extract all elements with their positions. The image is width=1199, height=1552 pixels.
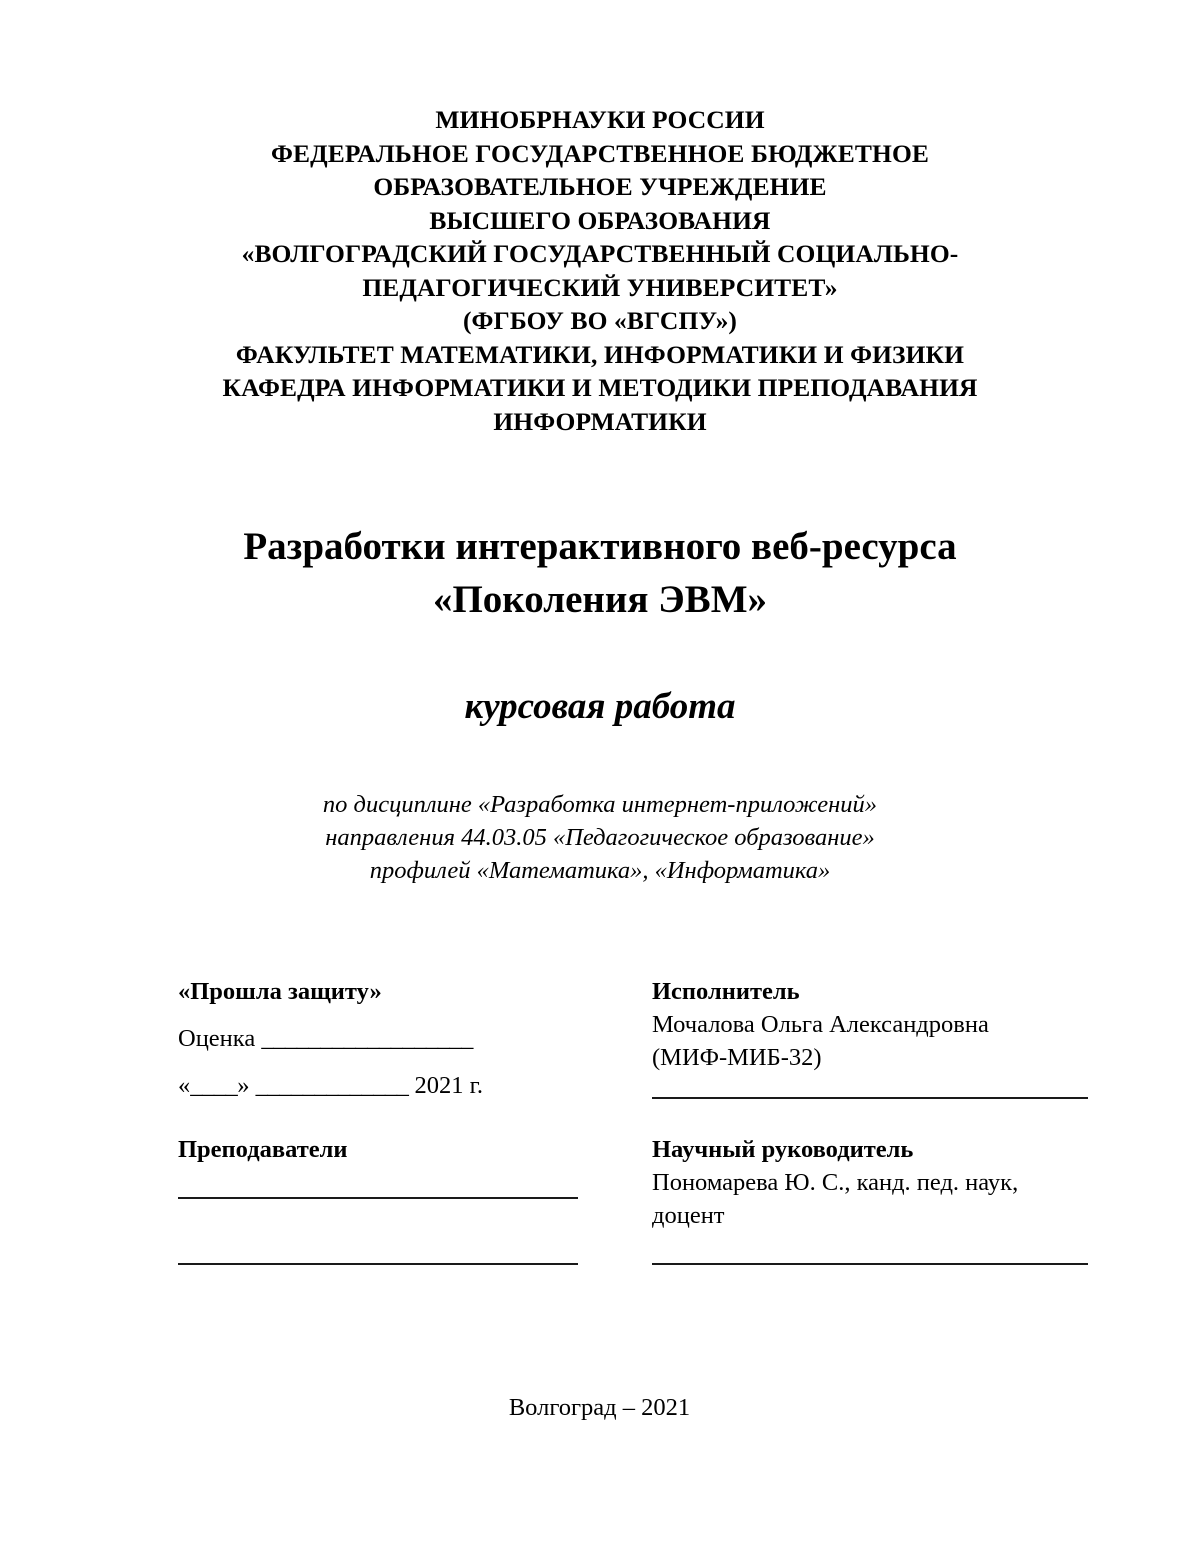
- discipline-line: по дисциплине «Разработка интернет-приложений»: [322, 791, 878, 818]
- org-header-line: (ФГБОУ ВО «ВГСПУ»): [462, 306, 738, 335]
- work-title-line-1: Разработки интерактивного веб-ресурса: [243, 525, 957, 568]
- discipline-line: направления 44.03.05 «Педагогическое образование»: [325, 824, 875, 851]
- defense-date-row: [178, 1069, 598, 1102]
- org-header-line: МИНОБРНАУКИ РОССИИ: [435, 105, 765, 134]
- executor-signature-line[interactable]: [652, 1097, 1088, 1099]
- grade-row: [178, 1022, 598, 1055]
- org-header-line: КАФЕДРА ИНФОРМАТИКИ И МЕТОДИКИ ПРЕПОДАВАНИЯ: [222, 373, 978, 402]
- date-quote-open: «: [178, 1072, 191, 1099]
- supervisor-signature-line[interactable]: [652, 1263, 1088, 1265]
- organization-header: [178, 103, 1022, 438]
- org-header-line: ФЕДЕРАЛЬНОЕ ГОСУДАРСТВЕННОЕ БЮДЖЕТНОЕ: [270, 138, 930, 168]
- org-header-line: «ВОЛГОГРАДСКИЙ ГОСУДАРСТВЕННЫЙ СОЦИАЛЬНО-: [241, 239, 959, 268]
- grade-blank[interactable]: __________________: [261, 1025, 473, 1052]
- executor-group: (МИФ-МИБ-32): [652, 1044, 822, 1071]
- defense-year: 2021 г.: [414, 1072, 484, 1099]
- discipline-block: [200, 788, 1000, 887]
- org-header-line: ОБРАЗОВАТЕЛЬНОЕ УЧРЕЖДЕНИЕ: [373, 172, 827, 201]
- org-header-line: ПЕДАГОГИЧЕСКИЙ УНИВЕРСИТЕТ»: [362, 272, 838, 302]
- work-title-line-2: «Поколения ЭВМ»: [432, 578, 768, 621]
- org-header-line: ФАКУЛЬТЕТ МАТЕМАТИКИ, ИНФОРМАТИКИ И ФИЗИКИ: [235, 339, 965, 369]
- work-title: [120, 520, 1080, 626]
- signature-area: [0, 975, 1199, 1305]
- org-header-line: ИНФОРМАТИКИ: [493, 406, 707, 436]
- grade-label: Оценка: [178, 1025, 256, 1052]
- teacher-signature-line-2[interactable]: [178, 1263, 578, 1265]
- teacher-signature-line-1[interactable]: [178, 1197, 578, 1199]
- executor-column: [652, 975, 1092, 1074]
- supervisor-name: Пономарева Ю. С., канд. пед. наук,: [652, 1169, 1019, 1196]
- supervisor-position: доцент: [652, 1202, 725, 1229]
- teachers-heading: Преподаватели: [178, 1136, 348, 1163]
- work-type: курсовая работа: [464, 686, 736, 727]
- discipline-line: профилей «Математика», «Информатика»: [369, 857, 831, 884]
- date-quote-close: »: [237, 1072, 250, 1099]
- supervisor-heading: Научный руководитель: [652, 1136, 914, 1163]
- executor-heading: Исполнитель: [652, 978, 800, 1005]
- supervisor-column: [652, 1133, 1092, 1232]
- date-day-blank[interactable]: ____: [190, 1072, 238, 1099]
- defense-column: [178, 975, 598, 1102]
- footer-place-year: Волгоград – 2021: [508, 1394, 691, 1421]
- executor-name: Мочалова Ольга Александровна: [652, 1011, 989, 1038]
- org-header-line: ВЫСШЕГО ОБРАЗОВАНИЯ: [429, 205, 771, 235]
- defense-heading: «Прошла защиту»: [178, 978, 382, 1005]
- date-month-blank[interactable]: _____________: [255, 1072, 409, 1099]
